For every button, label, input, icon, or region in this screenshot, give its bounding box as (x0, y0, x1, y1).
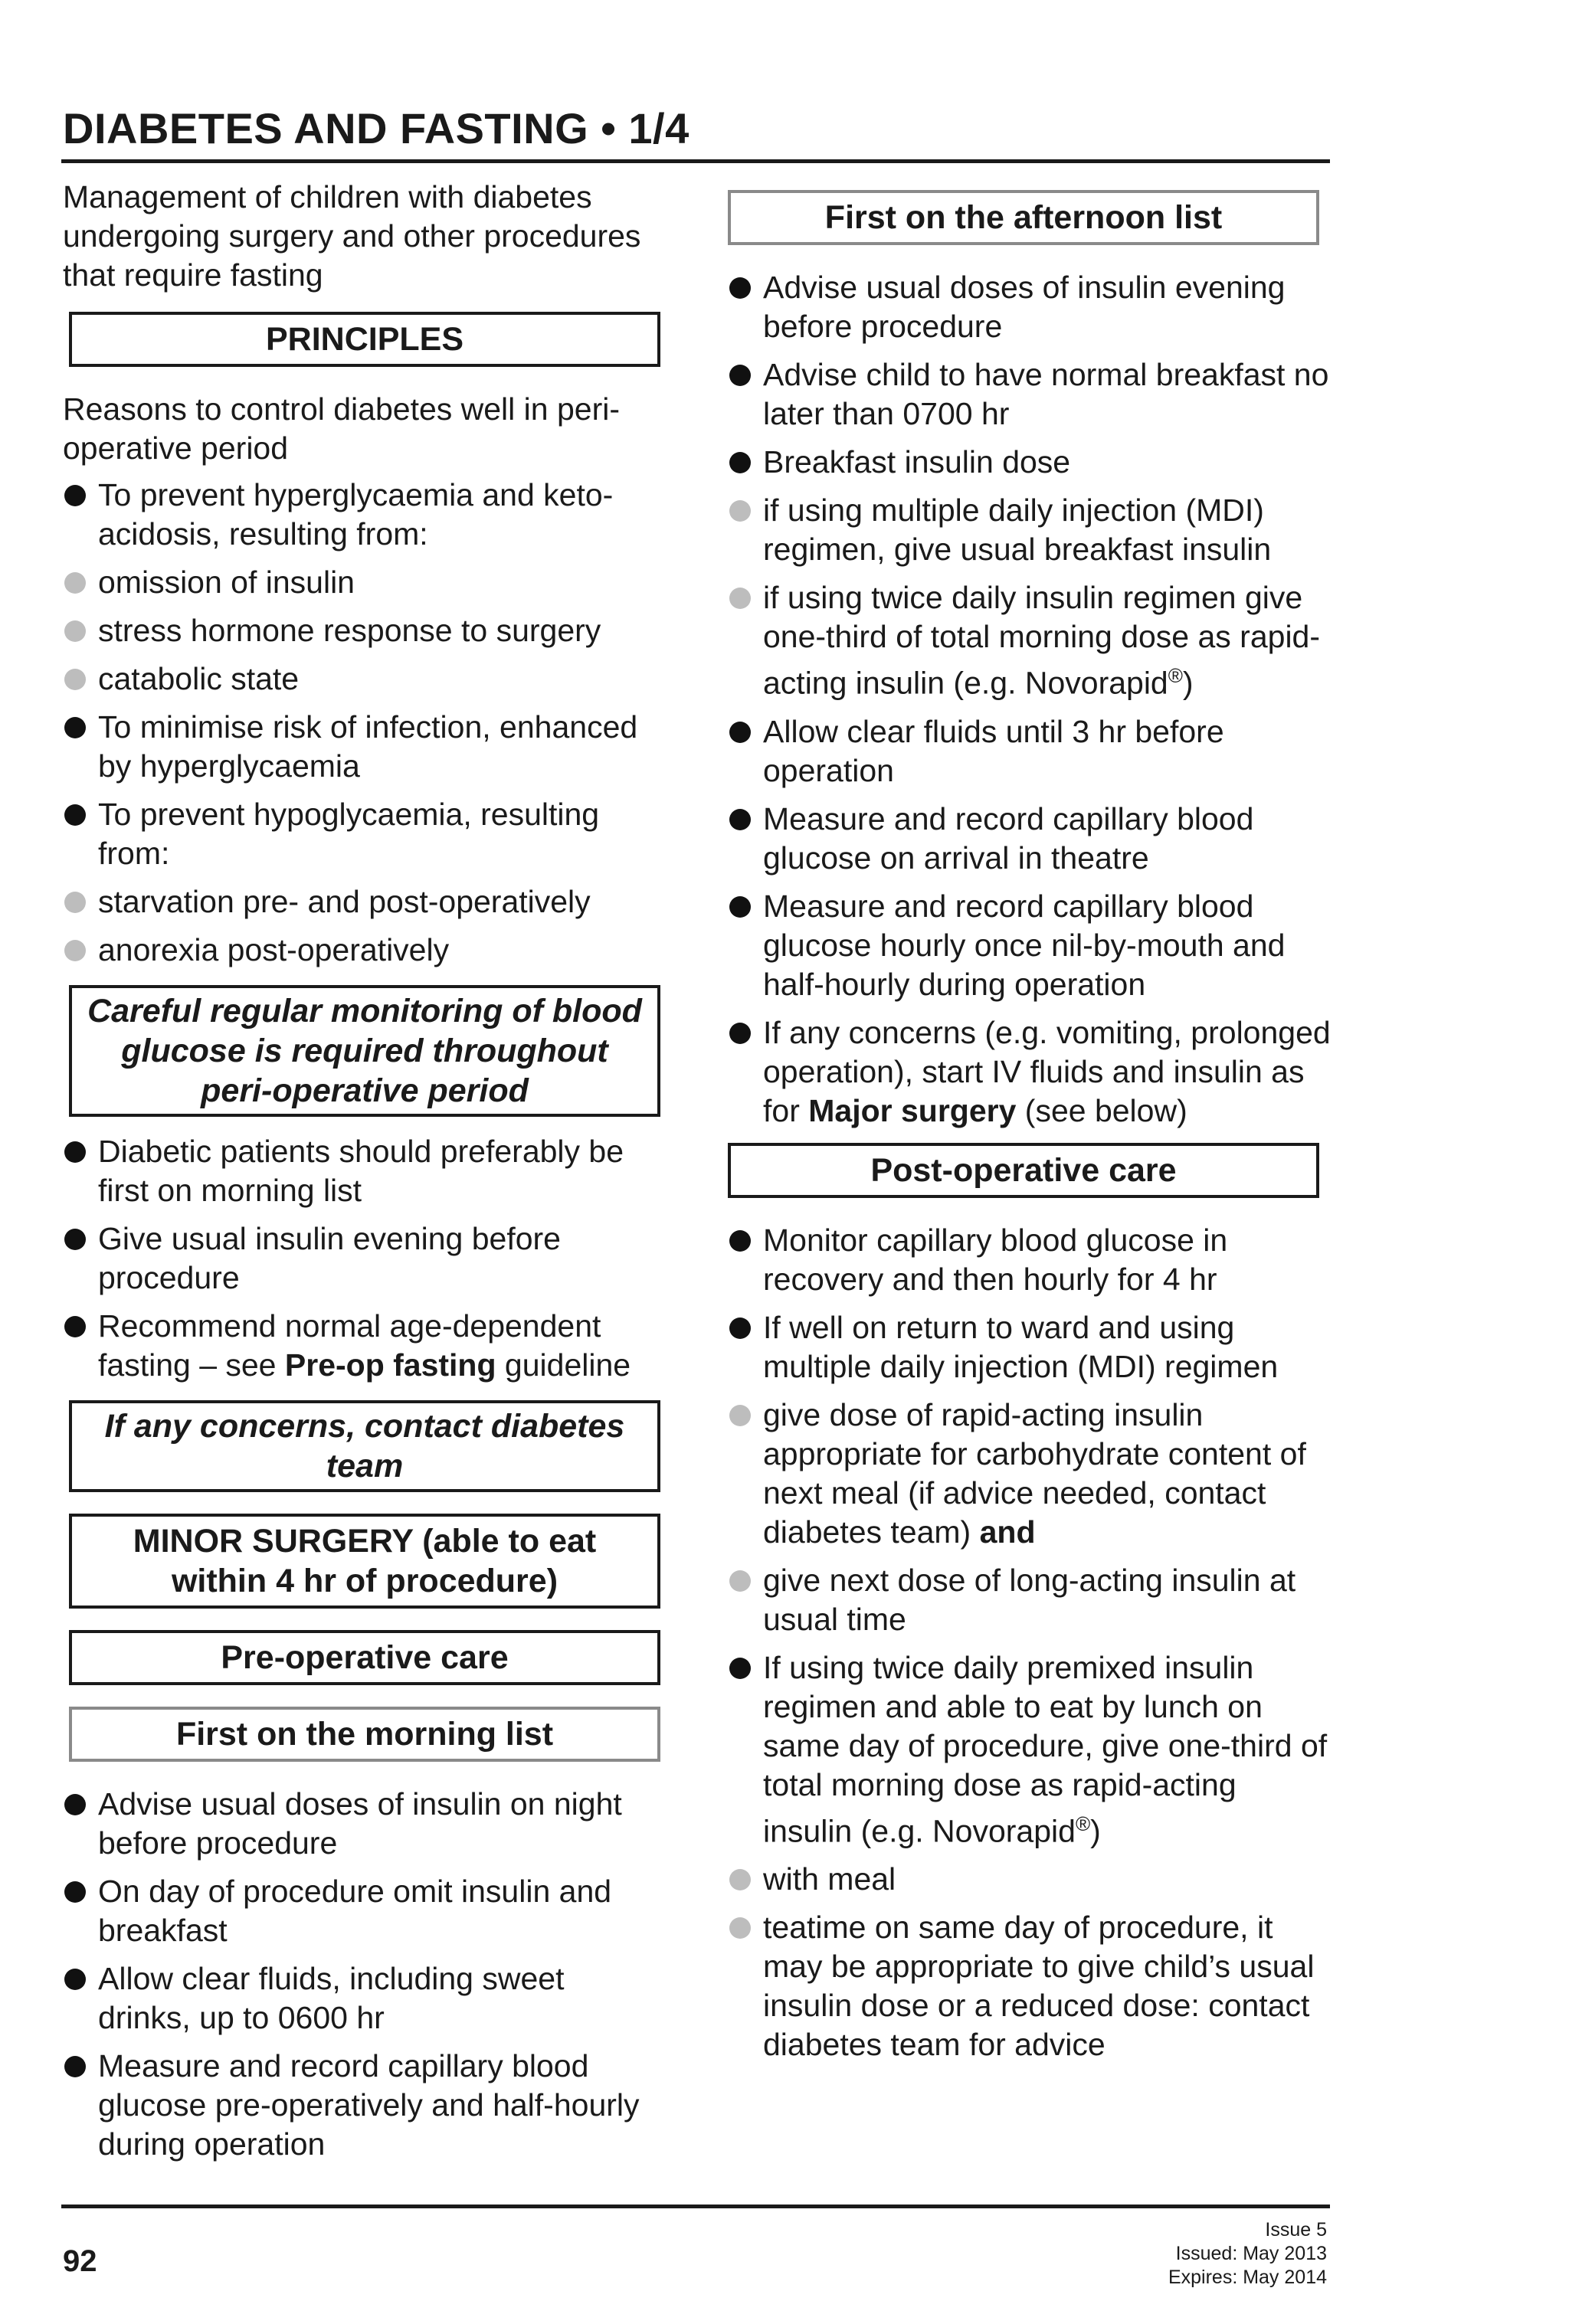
bullet-item: Give usual insulin evening before procedure (63, 1219, 660, 1298)
bullet-item: Allow clear fluids until 3 hr before operation (728, 712, 1333, 790)
registered-mark: ® (1168, 664, 1183, 687)
bullet-item: To prevent hypoglycaemia, resulting from: (63, 795, 660, 873)
sub-bullet-item: give dose of rapid-acting insulin appropriate for carbohydrate content of next meal (if advice needed, contact diabetes team) and (728, 1396, 1333, 1552)
bullet-item: Measure and record capillary blood glucose hourly once nil-by-mouth and half-hourly during operation (728, 887, 1333, 1004)
postop-care-heading: Post-operative care (728, 1143, 1319, 1198)
afternoon-list (728, 268, 1333, 1131)
concerns-callout: If any concerns, contact diabetes team (69, 1400, 660, 1492)
afternoon-list-heading: First on the afternoon list (728, 190, 1319, 245)
bold-emphasis: and (979, 1514, 1036, 1550)
bullet-item: Advise usual doses of insulin evening before procedure (728, 268, 1333, 346)
sub-bullet-item: stress hormone response to surgery (63, 611, 660, 650)
issued-date: Issued: May 2013 (1175, 2243, 1327, 2264)
bold-emphasis: Major surgery (808, 1092, 1017, 1128)
reasons-text: Reasons to control diabetes well in peri-operative period (63, 391, 620, 466)
morning-list-heading: First on the morning list (69, 1707, 660, 1762)
page-title: DIABETES AND FASTING • 1/4 (63, 104, 690, 152)
minor-surgery-heading: MINOR SURGERY (able to eat within 4 hr of procedure) (69, 1514, 660, 1609)
issue-info (1168, 2218, 1327, 2290)
bullet-item: If any concerns (e.g. vomiting, prolonged operation), start IV fluids and insulin as for Major surgery (see below) (728, 1013, 1333, 1131)
intro-text: Management of children with diabetes undergoing surgery and other procedures that require fasting (63, 179, 641, 293)
preop-care-heading: Pre-operative care (69, 1630, 660, 1685)
bullet-item: Monitor capillary blood glucose in recovery and then hourly for 4 hr (728, 1221, 1333, 1299)
bullet-item: Advise child to have normal breakfast no later than 0700 hr (728, 355, 1333, 434)
bullet-item: To minimise risk of infection, enhanced by hyperglycaemia (63, 708, 660, 786)
sub-bullet-item: give next dose of long-acting insulin at usual time (728, 1561, 1333, 1639)
postop-list (728, 1221, 1333, 2065)
bullet-item: If using twice daily premixed insulin regimen and able to eat by lunch on same day of procedure, give one-third of total morning dose as rapid-acting insulin (e.g. Novorapid®) (728, 1648, 1333, 1851)
expires-date: Expires: May 2014 (1168, 2267, 1327, 2288)
right-column (728, 178, 1333, 2074)
principle-list (63, 476, 660, 970)
bullet-item: Recommend normal age-dependent fasting – see Pre-op fasting guideline (63, 1307, 660, 1385)
left-column (63, 178, 660, 2173)
sub-bullet-item: teatime on same day of procedure, it may be appropriate to give child’s usual insulin dose or a reduced dose: contact diabetes team for advice (728, 1908, 1333, 2064)
bullet-item: Breakfast insulin dose (728, 443, 1333, 482)
bullet-item: Measure and record capillary blood glucose on arrival in theatre (728, 800, 1333, 878)
registered-mark: ® (1075, 1812, 1091, 1835)
sub-bullet-item: catabolic state (63, 660, 660, 699)
title-divider (61, 159, 1330, 163)
bullet-item: On day of procedure omit insulin and breakfast (63, 1872, 660, 1950)
general-list (63, 1132, 660, 1385)
sub-bullet-item: omission of insulin (63, 563, 660, 602)
sub-bullet-item: anorexia post-operatively (63, 931, 660, 970)
sub-bullet-item: if using twice daily insulin regimen give one-third of total morning dose as rapid-acting insulin (e.g. Novorapid®) (728, 578, 1333, 703)
morning-list (63, 1785, 660, 2164)
principles-heading: PRINCIPLES (69, 312, 660, 367)
sub-bullet-item: if using multiple daily injection (MDI) regimen, give usual breakfast insulin (728, 491, 1333, 569)
footer-divider (61, 2205, 1330, 2208)
page-number: 92 (63, 2244, 97, 2278)
bullet-item: Advise usual doses of insulin on night before procedure (63, 1785, 660, 1863)
sub-bullet-item: with meal (728, 1860, 1333, 1899)
bold-emphasis: Pre-op fasting (284, 1347, 496, 1383)
bullet-item: Allow clear fluids, including sweet drinks, up to 0600 hr (63, 1959, 660, 2038)
bullet-item: If well on return to ward and using multiple daily injection (MDI) regimen (728, 1308, 1333, 1386)
monitoring-callout: Careful regular monitoring of blood glucose is required throughout peri-operative period (69, 985, 660, 1117)
sub-bullet-item: starvation pre- and post-operatively (63, 882, 660, 921)
bullet-item: Diabetic patients should preferably be first on morning list (63, 1132, 660, 1210)
bullet-item: To prevent hyperglycaemia and keto-acidosis, resulting from: (63, 476, 660, 554)
issue-label: Issue 5 (1265, 2219, 1327, 2241)
bullet-item: Measure and record capillary blood glucose pre-operatively and half-hourly during operation (63, 2047, 660, 2164)
